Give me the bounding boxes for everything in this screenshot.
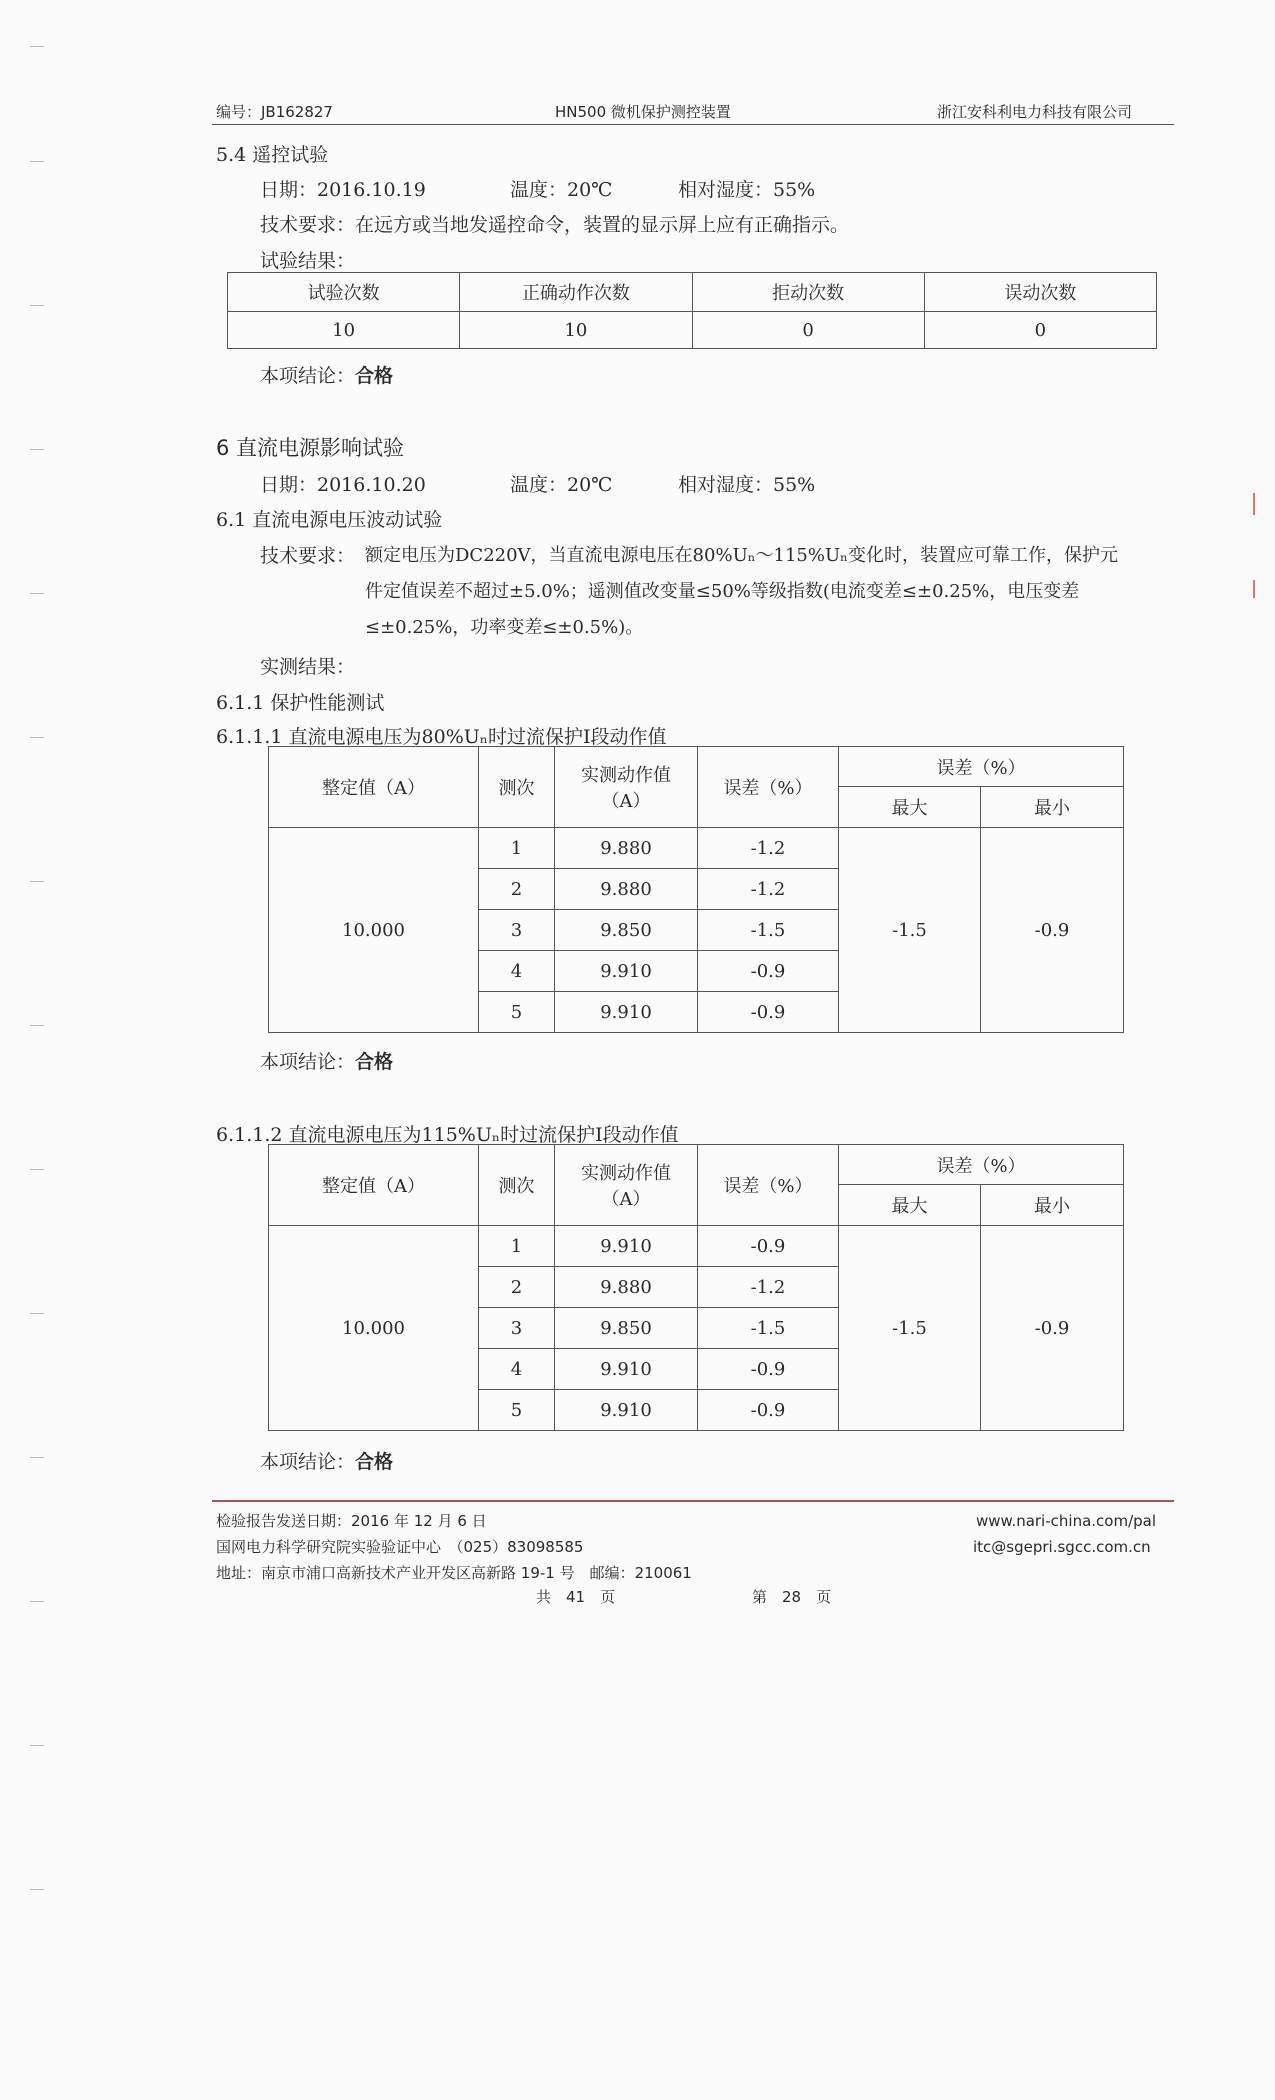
header-cell: 正确动作次数 [460,273,692,312]
table-cell: 1 [479,828,555,869]
test-temperature: 温度：20℃ [510,179,613,201]
overcurrent-table [268,1144,1124,1431]
result-label: 实测结果： [260,656,356,678]
table-cell: 2 [479,869,555,910]
section-heading: 5.4 遥控试验 [216,144,329,166]
technical-requirement: 技术要求：在远方或当地发遥控命令，装置的显示屏上应有正确指示。 [260,214,850,236]
table-cell: 9.910 [555,1390,698,1431]
header-min: 最小 [981,787,1124,828]
test-date: 日期：2016.10.19 [260,179,426,201]
header-max: 最大 [839,787,981,828]
header-max: 最大 [839,1185,981,1226]
header-cell: 试验次数 [228,273,460,312]
table-cell: 9.910 [555,992,698,1033]
conclusion-label: 本项结论： [260,1051,356,1073]
conclusion-label: 本项结论： [260,365,356,387]
section-heading: 6.1 直流电源电压波动试验 [216,509,443,531]
table-cell: 9.910 [555,1349,698,1390]
conclusion-value: 合格 [355,1051,394,1073]
header-cell: 误动次数 [924,273,1156,312]
conclusion-line [260,361,393,388]
table-header-row [269,747,1124,787]
requirement-line: 额定电压为DC220V，当直流电源电压在80%Uₙ～115%Uₙ变化时，装置应可靠工作，保护元 [365,545,1118,566]
table-cell: -1.2 [698,828,839,869]
table-cell: 9.880 [555,869,698,910]
header-min: 最小 [981,1185,1124,1226]
table-cell: 4 [479,1349,555,1390]
table-cell: 10 [228,312,460,349]
table-cell: 10 [460,312,692,349]
table-cell: 4 [479,951,555,992]
product-name: HN500 微机保护测控装置 [555,103,731,121]
header-measured-unit: （A） [601,1189,651,1210]
table-cell: -0.9 [698,1349,839,1390]
section-heading: 6 直流电源影响试验 [216,436,405,460]
table-cell: 5 [479,1390,555,1431]
header-measured-line: 实测动作值 [581,1163,671,1184]
table-cell: 9.880 [555,1267,698,1308]
header-error-range: 误差（%） [839,747,1124,787]
header-error-range: 误差（%） [839,1145,1124,1185]
overcurrent-table [268,746,1124,1033]
header-setting: 整定值（A） [269,1145,479,1226]
table-cell: 0 [692,312,924,349]
conclusion-line [260,1047,393,1074]
header-test: 测次 [479,1145,555,1226]
test-date: 日期：2016.10.20 [260,474,426,496]
header-test: 测次 [479,747,555,828]
conclusion-value: 合格 [355,365,394,387]
test-humidity: 相对湿度：55% [678,474,816,496]
header-measured-unit: （A） [601,791,651,812]
email-link[interactable]: itc@sgepri.sgcc.com.cn [973,1538,1151,1556]
header-measured-line: 实测动作值 [581,765,671,786]
table-cell: 9.910 [555,951,698,992]
min-error: -0.9 [981,828,1124,1033]
header-measured [555,747,698,828]
requirement-line: ≤±0.25%，功率变差≤±0.5%)。 [365,617,644,638]
table-cell: 0 [924,312,1156,349]
address: 地址：南京市浦口高新技术产业开发区高新路 19-1 号 邮编：210061 [216,1564,692,1582]
requirement-line: 件定值误差不超过±5.0%；遥测值改变量≤50%等级指数(电流变差≤±0.25%，电压变差 [365,581,1080,602]
report-number: 编号：JB162827 [216,103,333,121]
setting-value: 10.000 [269,828,479,1033]
test-humidity: 相对湿度：55% [678,179,816,201]
table-cell: 9.880 [555,828,698,869]
max-error: -1.5 [839,1226,981,1431]
table-cell: -1.2 [698,1267,839,1308]
table-cell: 1 [479,1226,555,1267]
conclusion-value: 合格 [355,1451,394,1473]
company-name: 浙江安科利电力科技有限公司 [937,103,1133,121]
table-cell: 5 [479,992,555,1033]
table-header-row [228,273,1157,312]
conclusion-line [260,1447,393,1474]
table-caption: 6.1.1.1 直流电源电压为80%Uₙ时过流保护Ⅰ段动作值 [216,726,667,748]
table-row [228,312,1157,349]
test-center: 国网电力科学研究院实验验证中心 （025）83098585 [216,1538,584,1556]
table-row [269,1226,1124,1267]
header-setting: 整定值（A） [269,747,479,828]
table-cell: 9.850 [555,1308,698,1349]
send-date: 检验报告发送日期：2016 年 12 月 6 日 [216,1512,487,1530]
header-cell: 拒动次数 [692,273,924,312]
table-cell: -1.5 [698,910,839,951]
header-error: 误差（%） [698,1145,839,1226]
table-row [269,828,1124,869]
table-cell: -1.5 [698,1308,839,1349]
table-caption: 6.1.1.2 直流电源电压为115%Uₙ时过流保护Ⅰ段动作值 [216,1124,679,1146]
total-pages: 共 41 页 [536,1588,616,1606]
requirement-label: 技术要求： [260,545,356,567]
table-cell: 3 [479,910,555,951]
table-cell: -0.9 [698,951,839,992]
table-cell: -0.9 [698,1390,839,1431]
sub-heading: 6.1.1 保护性能测试 [216,692,385,714]
header-rule [212,124,1174,125]
header-error: 误差（%） [698,747,839,828]
min-error: -0.9 [981,1226,1124,1431]
result-label: 试验结果： [260,250,356,272]
setting-value: 10.000 [269,1226,479,1431]
table-cell: -0.9 [698,992,839,1033]
page-number: 第 28 页 [752,1588,832,1606]
test-temperature: 温度：20℃ [510,474,613,496]
table-cell: -0.9 [698,1226,839,1267]
footer-rule [212,1500,1174,1502]
table-cell: -1.2 [698,869,839,910]
table-cell: 9.910 [555,1226,698,1267]
table-header-row [269,1145,1124,1185]
website-link[interactable]: www.nari-china.com/pal [976,1512,1156,1530]
table-cell: 3 [479,1308,555,1349]
header-measured [555,1145,698,1226]
max-error: -1.5 [839,828,981,1033]
table-cell: 2 [479,1267,555,1308]
table-cell: 9.850 [555,910,698,951]
conclusion-label: 本项结论： [260,1451,356,1473]
remote-control-table [227,272,1157,349]
